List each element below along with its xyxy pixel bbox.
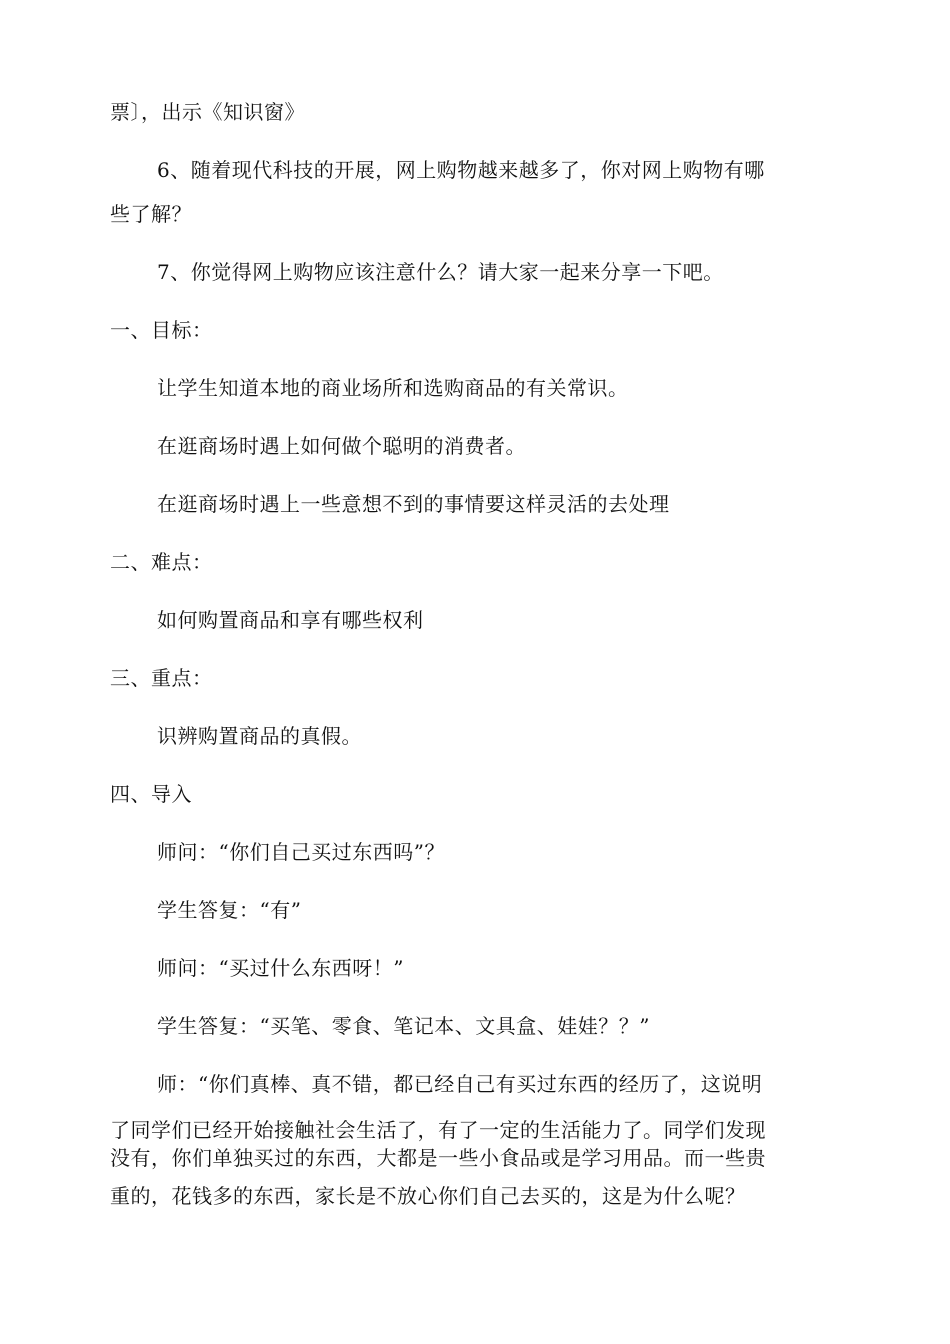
section-heading: 一、目标： (110, 318, 213, 342)
section-heading: 四、导入 (110, 782, 192, 806)
text-line: 票〕，出示《知识窗》 (110, 100, 305, 124)
text-line: 识辨购置商品的真假。 (157, 724, 362, 748)
dialogue-line: 学生答复：“买笔、零食、笔记本、文具盒、娃娃？？” (157, 1014, 650, 1038)
dialogue-line: 师：“你们真棒、真不错，都已经自己有买过东西的经历了，这说明 (157, 1072, 763, 1096)
section-heading: 三、重点： (110, 666, 213, 690)
dialogue-line: 师问：“你们自己买过东西吗”？ (157, 840, 445, 864)
text-line: 6、随着现代科技的开展，网上购物越来越多了，你对网上购物有哪 (157, 158, 765, 182)
section-heading: 二、难点： (110, 550, 213, 574)
text-line: 在逛商场时遇上一些意想不到的事情要这样灵活的去处理 (157, 492, 670, 516)
dialogue-line: 师问：“买过什么东西呀！” (157, 956, 404, 980)
text-line: 7、你觉得网上购物应该注意什么？请大家一起来分享一下吧。 (157, 260, 724, 284)
text-line: 没有，你们单独买过的东西，大都是一些小食品或是学习用品。而一些贵 (110, 1146, 766, 1170)
text-line: 些了解？ (110, 202, 192, 226)
text-line: 如何购置商品和享有哪些权利 (157, 608, 424, 632)
text-line: 了同学们已经开始接触社会生活了，有了一定的生活能力了。同学们发现 (110, 1118, 766, 1142)
text-line: 让学生知道本地的商业场所和选购商品的有关常识。 (157, 376, 629, 400)
text-line: 重的，花钱多的东西，家长是不放心你们自己去买的，这是为什么呢？ (110, 1184, 746, 1208)
text-line: 在逛商场时遇上如何做个聪明的消费者。 (157, 434, 526, 458)
dialogue-line: 学生答复：“有” (157, 898, 302, 922)
